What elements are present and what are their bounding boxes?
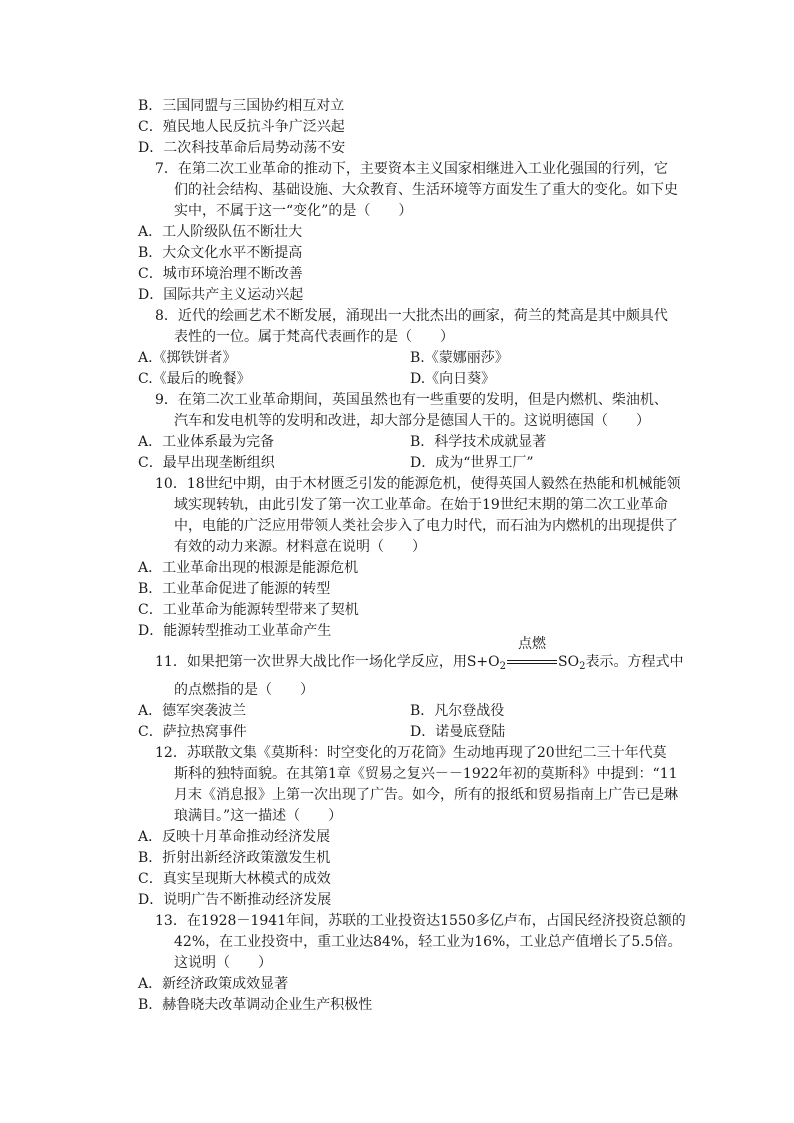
q8-option-d: D.《向日葵》 bbox=[410, 371, 496, 387]
q6-option-b: B．三国同盟与三国协约相互对立 bbox=[138, 98, 345, 114]
q11-stem-prefix: 11．如果把第一次世界大战比作一场化学反应，用S+O bbox=[155, 654, 500, 670]
q12-option-b: B．折射出新经济政策激发生机 bbox=[138, 850, 331, 866]
q9-option-d: D．成为“世界工厂” bbox=[410, 455, 534, 471]
q11-so2-subscript: 2 bbox=[579, 661, 586, 672]
q10-stem-line4: 有效的动力来源。材料意在说明（ ） bbox=[174, 539, 426, 555]
equals-bar-top bbox=[507, 660, 557, 661]
q12-option-d: D．说明广告不断推动经济发展 bbox=[138, 892, 332, 908]
q11-product: SO bbox=[558, 654, 580, 670]
q7-option-a: A．工人阶级队伍不断壮大 bbox=[138, 224, 303, 240]
q7-stem-line3: 实中，不属于这一“变化”的是（ ） bbox=[174, 203, 413, 219]
q7-option-c: C．城市环境治理不断改善 bbox=[138, 266, 303, 282]
q9-stem-line2: 汽车和发电机等的发明和改进，却大部分是德国人干的。这说明德国（ ） bbox=[174, 413, 650, 429]
q8-stem-line2: 表性的一位。属于梵高代表画作的是（ ） bbox=[174, 329, 454, 345]
q13-option-b: B．赫鲁晓夫改革调动企业生产积极性 bbox=[138, 997, 373, 1013]
q12-option-a: A．反映十月革命推动经济发展 bbox=[138, 829, 331, 845]
q13-stem-line2: 42%，在工业投资中，重工业达84%，轻工业为16%，工业总产值增长了5.5倍。 bbox=[174, 934, 682, 950]
q11-stem-line2: 的点燃指的是（ ） bbox=[174, 682, 314, 698]
q9-option-b: B．科学技术成就显著 bbox=[410, 434, 547, 450]
q6-option-c: C．殖民地人民反抗斗争广泛兴起 bbox=[138, 119, 345, 135]
q7-stem-line2: 们的社会结构、基础设施、大众教育、生活环境等方面发生了重大的变化。如下史 bbox=[174, 182, 678, 198]
q10-option-d: D．能源转型推动工业革命产生 bbox=[138, 623, 332, 639]
q11-option-c: C．萨拉热窝事件 bbox=[138, 724, 247, 740]
q7-option-b: B．大众文化水平不断提高 bbox=[138, 245, 303, 261]
q12-stem-line3: 月末《消息报》上第一次出现了广告。如今，所有的报纸和贸易指南上广告已是琳 bbox=[174, 787, 678, 803]
q7-option-d: D．国际共产主义运动兴起 bbox=[138, 287, 304, 303]
q13-option-a: A．新经济政策成效显著 bbox=[138, 976, 289, 992]
reaction-arrow bbox=[507, 636, 557, 672]
q8-option-c: C.《最后的晚餐》 bbox=[138, 371, 251, 387]
q7-stem-line1: 7．在第二次工业革命的推动下，主要资本主义国家相继进入工业化强国的行列，它 bbox=[155, 161, 668, 177]
q11-option-d: D．诺曼底登陆 bbox=[410, 724, 506, 740]
q10-option-b: B．工业革命促进了能源的转型 bbox=[138, 581, 331, 597]
q12-stem-line4: 琅满目。”这一描述（ ） bbox=[174, 808, 343, 824]
q11-stem-suffix: 表示。方程式中 bbox=[585, 654, 684, 670]
q12-stem-line2: 斯科的独特面貌。在其第1章《贸易之复兴－－1922年初的莫斯科》中提到：“11 bbox=[174, 766, 678, 782]
q11-stem-line1 bbox=[155, 636, 684, 672]
q10-stem-line1: 10．18世纪中期，由于木材匮乏引发的能源危机，使得英国人毅然在热能和机械能领 bbox=[155, 476, 681, 492]
q8-option-a: A.《掷铁饼者》 bbox=[138, 350, 237, 366]
q8-option-b: B.《蒙娜丽莎》 bbox=[410, 350, 509, 366]
q10-option-c: C．工业革命为能源转型带来了契机 bbox=[138, 602, 359, 618]
reaction-condition: 点燃 bbox=[518, 636, 546, 652]
q11-option-a: A．德军突袭波兰 bbox=[138, 703, 247, 719]
q11-option-b: B．凡尔登战役 bbox=[410, 703, 505, 719]
equals-bar-bottom bbox=[507, 663, 557, 664]
q9-option-a: A．工业体系最为完备 bbox=[138, 434, 275, 450]
q12-stem-line1: 12．苏联散文集《莫斯科：时空变化的万花筒》生动地再现了20世纪二三十年代莫 bbox=[155, 745, 667, 761]
q8-stem-line1: 8．近代的绘画艺术不断发展，涌现出一大批杰出的画家，荷兰的梵高是其中颇具代 bbox=[155, 308, 668, 324]
q13-stem-line3: 这说明（ ） bbox=[174, 955, 272, 971]
q9-stem-line1: 9．在第二次工业革命期间，英国虽然也有一些重要的发明，但是内燃机、柴油机、 bbox=[155, 392, 668, 408]
q13-stem-line1: 13．在1928－1941年间，苏联的工业投资达1550多亿卢布，占国民经济投资总额的 bbox=[155, 913, 686, 929]
q10-stem-line2: 域实现转轨，由此引发了第一次工业革命。在始于19世纪末期的第二次工业革命 bbox=[174, 497, 668, 513]
q11-o2-subscript: 2 bbox=[499, 661, 506, 672]
q10-option-a: A．工业革命出现的根源是能源危机 bbox=[138, 560, 359, 576]
q6-option-d: D．二次科技革命后局势动荡不安 bbox=[138, 140, 346, 156]
q10-stem-line3: 中，电能的广泛应用带领人类社会步入了电力时代，而石油为内燃机的出现提供了 bbox=[174, 518, 678, 534]
q9-option-c: C．最早出现垄断组织 bbox=[138, 455, 275, 471]
q12-option-c: C．真实呈现斯大林模式的成效 bbox=[138, 871, 331, 887]
